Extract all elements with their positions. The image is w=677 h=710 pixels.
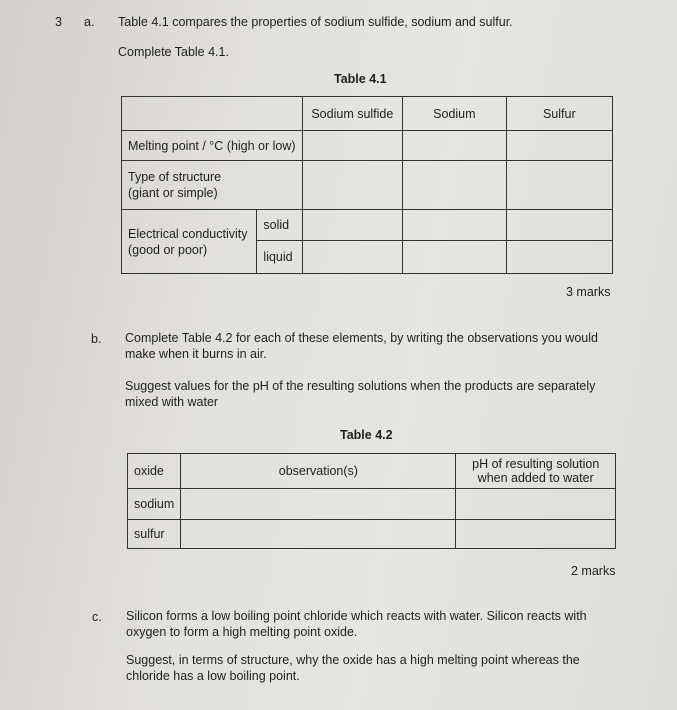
conductivity-label-line2: (good or poor): [128, 242, 208, 257]
structure-label-line2: (giant or simple): [128, 186, 218, 200]
table-4-2: [127, 453, 616, 549]
header-sulfur: Sulfur: [506, 97, 612, 131]
part-b-para1: Complete Table 4.2 for each of these elements, by writing the observations you would make when it burns in air.: [125, 331, 598, 361]
part-a-label: a.: [84, 15, 95, 29]
part-b-marks: 2 marks: [571, 564, 616, 578]
row-sodium: [128, 489, 616, 520]
header-sodium: Sodium: [403, 97, 507, 131]
table-4-1-header-row: [122, 97, 613, 131]
answer-cell[interactable]: [302, 210, 403, 241]
question-number: 3: [55, 15, 62, 29]
answer-cell[interactable]: [456, 520, 616, 549]
header-sodium-sulfide: Sodium sulfide: [302, 97, 403, 131]
answer-cell[interactable]: [403, 161, 507, 210]
row-sulfur: [128, 520, 616, 549]
answer-cell[interactable]: [302, 131, 403, 161]
answer-cell[interactable]: [181, 489, 456, 520]
part-b-label: b.: [91, 332, 102, 346]
header-oxide: oxide: [128, 454, 181, 489]
answer-cell[interactable]: [181, 520, 456, 549]
header-ph: [456, 454, 616, 489]
answer-cell[interactable]: [403, 210, 507, 241]
header-ph-line1: pH of resulting solution: [472, 457, 600, 471]
row-structure: [122, 161, 613, 210]
header-ph-line2: when added to water: [477, 471, 594, 485]
state-liquid: liquid: [257, 241, 302, 274]
answer-cell[interactable]: [506, 241, 612, 274]
answer-cell[interactable]: [506, 161, 612, 210]
table-4-2-header-row: [128, 454, 616, 489]
part-c-para2: Suggest, in terms of structure, why the oxide has a high melting point whereas the chloride has a low boiling point.: [126, 653, 580, 683]
part-a-intro: Table 4.1 compares the properties of sodium sulfide, sodium and sulfur.: [118, 15, 513, 29]
table-4-1: [121, 96, 613, 274]
header-observations: observation(s): [181, 454, 456, 489]
answer-cell[interactable]: [302, 161, 403, 210]
table-4-1-corner-cell: [122, 97, 303, 131]
part-b-para2: Suggest values for the pH of the resulting solutions when the products are separately mixed with water: [125, 379, 596, 409]
conductivity-label-line1: Electrical conductivity: [128, 226, 248, 241]
part-c-label: c.: [92, 610, 102, 624]
oxide-sulfur: sulfur: [128, 520, 181, 549]
structure-label: [122, 161, 303, 210]
part-c-para1: Silicon forms a low boiling point chloride which reacts with water. Silicon reacts with oxygen to form a high melting point oxide.: [126, 609, 587, 639]
row-melting-point: [122, 131, 613, 161]
part-a-marks: 3 marks: [566, 285, 611, 299]
answer-cell[interactable]: [506, 210, 612, 241]
melting-point-label: Melting point / °C (high or low): [122, 131, 303, 161]
state-solid: solid: [257, 210, 302, 241]
answer-cell[interactable]: [456, 489, 616, 520]
table-4-2-title: Table 4.2: [340, 428, 393, 442]
structure-label-line1: Type of structure: [128, 170, 222, 184]
answer-cell[interactable]: [403, 131, 507, 161]
answer-cell[interactable]: [302, 241, 403, 274]
oxide-sodium: sodium: [128, 489, 181, 520]
table-4-1-title: Table 4.1: [334, 72, 387, 86]
row-conductivity-solid: [122, 210, 613, 241]
conductivity-label: [122, 210, 257, 274]
part-a-instruction: Complete Table 4.1.: [118, 45, 229, 59]
answer-cell[interactable]: [403, 241, 507, 274]
answer-cell[interactable]: [506, 131, 612, 161]
